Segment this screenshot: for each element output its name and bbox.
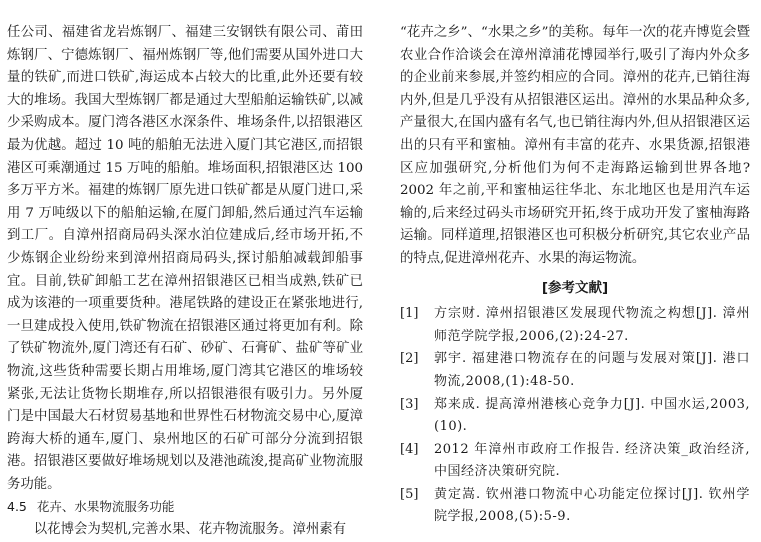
reference-item — [400, 303, 750, 348]
body-paragraph: 以花博会为契机,完善水果、花卉物流服务。漳州素有 — [33, 522, 347, 538]
reference-number: [5] — [400, 486, 419, 502]
left-column — [7, 22, 363, 542]
reference-number: [3] — [400, 396, 419, 412]
body-paragraph: “花卉之乡”、“水果之乡”的美称。每年一次的花卉博览会暨农业合作洽谈会在漳州漳浦花博园举行,吸引了海内外众多的企业前来参展,并签约相应的合同。漳州的花卉,已销往海内外,但是几乎没有从招银港区运出。漳州的水果品种众多,产量很大,在国内盛有名气,也已销往海内外,但从招银港区运出的只有平和蜜柚。漳州有丰富的花卉、水果货源,招银港区应加强研究,分析他们为何不走海路运输到世界各地? 2002 年之前,平和蜜柚运往华北、东北地区也是用汽车运输的,后来经过码头市场研究开拓,终于成功开发了蜜柚海路运输。同样道理,招银港区也可积极分析研究,其它农业产品的特点,促进漳州花卉、水果的海运物流。 — [400, 25, 750, 266]
reference-item — [400, 348, 750, 393]
references-heading: [参考文献] — [541, 279, 609, 296]
reference-number: [1] — [400, 306, 419, 322]
reference-text: 2012 年漳州市政府工作报告. 经济决策_政治经济,中国经济决策研究院. — [434, 441, 750, 480]
reference-item — [400, 484, 750, 529]
body-paragraph: 任公司、福建省龙岩炼钢厂、福建三安钢铁有限公司、莆田炼钢厂、宁德炼钢厂、福州炼钢厂等,他们需要从国外进口大量的铁矿,而进口铁矿,海运成本占较大的比重,此外还要有较大的堆场。我国大型炼钢厂都是通过大型船舶运输铁矿,以减少采购成本。厦门湾各港区水深条件、堆场条件,以招银港区最为优越。超过 10 吨的船舶无法进入厦门其它港区,而招银港区可乘潮通过 15 万吨的船舶。堆场面积,招银港区达 100 多万平方米。福建的炼钢厂原先进口铁矿都是从厦门进口,采用 7 万吨级以下的船舶运输,在厦门卸船,然后通过汽车运输到工厂。自漳州招商局码头深水泊位建成后,经市场开拓,不少炼钢企业纷纷来到漳州招商局码头,探讨船舶减载卸船事宜。目前,铁矿卸船工艺在漳州招银港区已相当成熟,铁矿已成为该港的一项重要货种。港尾铁路的建设正在紧张地进行,一旦建成投入使用,铁矿物流在招银港区通过将更加有利。除了铁矿物流外,厦门湾还有石矿、砂矿、石膏矿、盐矿等矿业物流,这些货种需要长期占用堆场,厦门湾其它港区的堆场较紧张,无法让货物长期堆存,所以招银港很有吸引力。另外厦门是中国最大石材贸易基地和世界性石材物流交易中心,厦漳跨海大桥的通车,厦门、泉州地区的石矿可部分分流到招银港。招银港区要做好堆场规划以及港池疏浚,提高矿业物流服务功能。 — [7, 25, 363, 492]
reference-item — [400, 394, 750, 439]
reference-text: 方宗财. 漳州招银港区发展现代物流之构想[J]. 漳州师范学院学报,2006,(2):24-27. — [434, 306, 750, 344]
reference-text: 郑来成. 提高漳州港核心竞争力[J]. 中国水运,2003,(10). — [434, 396, 750, 435]
reference-number: [2] — [400, 351, 419, 367]
reference-text: 郭宇. 福建港口物流存在的问题与发展对策[J]. 港口物流,2008,(1):48-50. — [434, 351, 750, 389]
section-title: 花卉、水果物流服务功能 — [36, 499, 175, 515]
cropped-running-header — [0, 0, 761, 4]
reference-item — [400, 439, 750, 484]
section-heading — [7, 496, 363, 519]
reference-number: [4] — [400, 441, 419, 457]
references-list — [400, 303, 750, 529]
section-number: 4.5 — [7, 499, 27, 515]
reference-text: 黄定嵩. 钦州港口物流中心功能定位探讨[J]. 钦州学院学报,2008,(5):5-9. — [434, 486, 750, 525]
right-column — [400, 22, 750, 529]
